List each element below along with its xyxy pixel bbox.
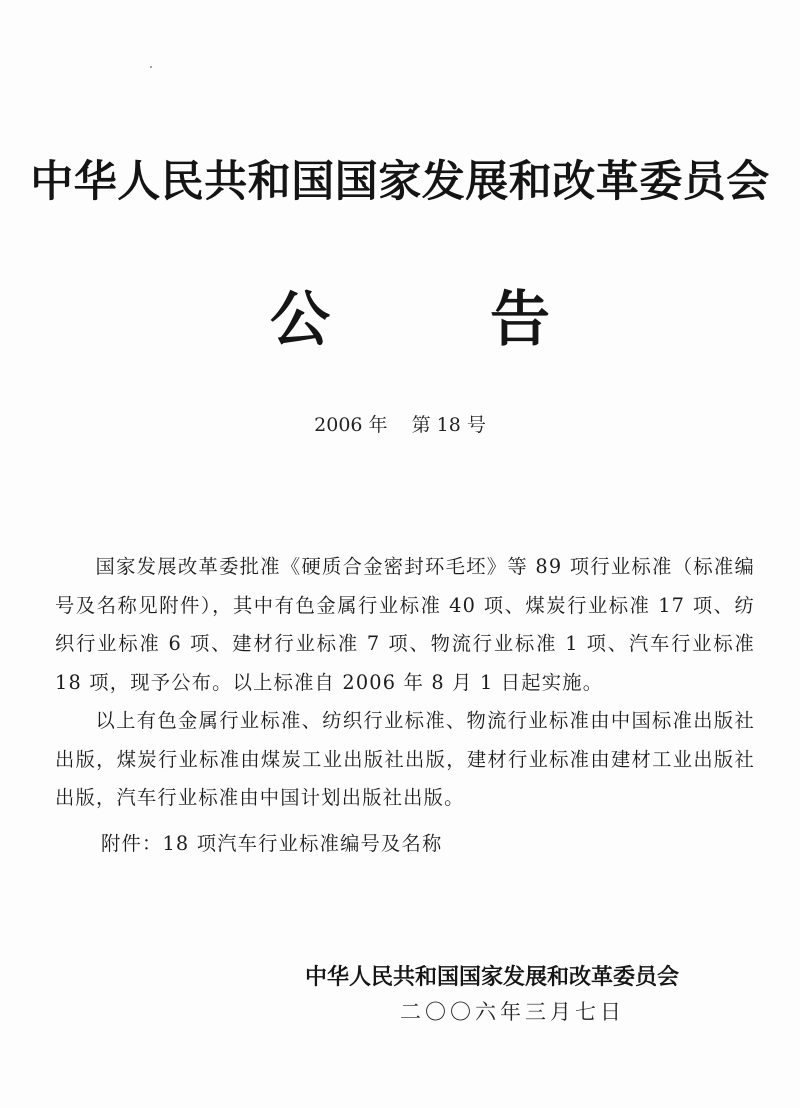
document-number-line — [200, 410, 600, 437]
signature-issuer: 中华人民共和国国家发展和改革委员会 — [305, 965, 680, 990]
document-kind-heading — [270, 272, 550, 358]
attachment-note: 附件：18 项汽车行业标准编号及名称 — [101, 832, 443, 855]
document-body — [55, 548, 755, 818]
signature-date: 二〇〇六年三月七日 — [400, 1000, 625, 1024]
body-paragraph: 国家发展改革委批准《硬质合金密封环毛坯》等 89 项行业标准（标准编号及名称见附件），其中有色金属行业标准 40 项、煤炭行业标准 17 项、纺织行业标准 6 项、建材行业标准 7 项、物流行业标准 1 项、汽车行业标准 18 项，现予公布。以上标准自 2006 年 8 月 1 日起实施。 — [55, 555, 755, 694]
body-paragraph: 以上有色金属行业标准、纺织行业标准、物流行业标准由中国标准出版社出版，煤炭行业标准由煤炭工业出版社出版，建材行业标准由建材工业出版社出版，汽车行业标准由中国计划出版社出版。 — [55, 709, 755, 809]
document-kind-char: 告 — [490, 285, 550, 355]
scan-speck — [150, 66, 152, 68]
issuer-title: 中华人民共和国国家发展和改革委员会 — [30, 157, 770, 207]
document-year: 2006 年 — [314, 414, 388, 436]
document-number: 第 18 号 — [411, 414, 486, 436]
document-kind-char: 公 — [270, 285, 330, 355]
